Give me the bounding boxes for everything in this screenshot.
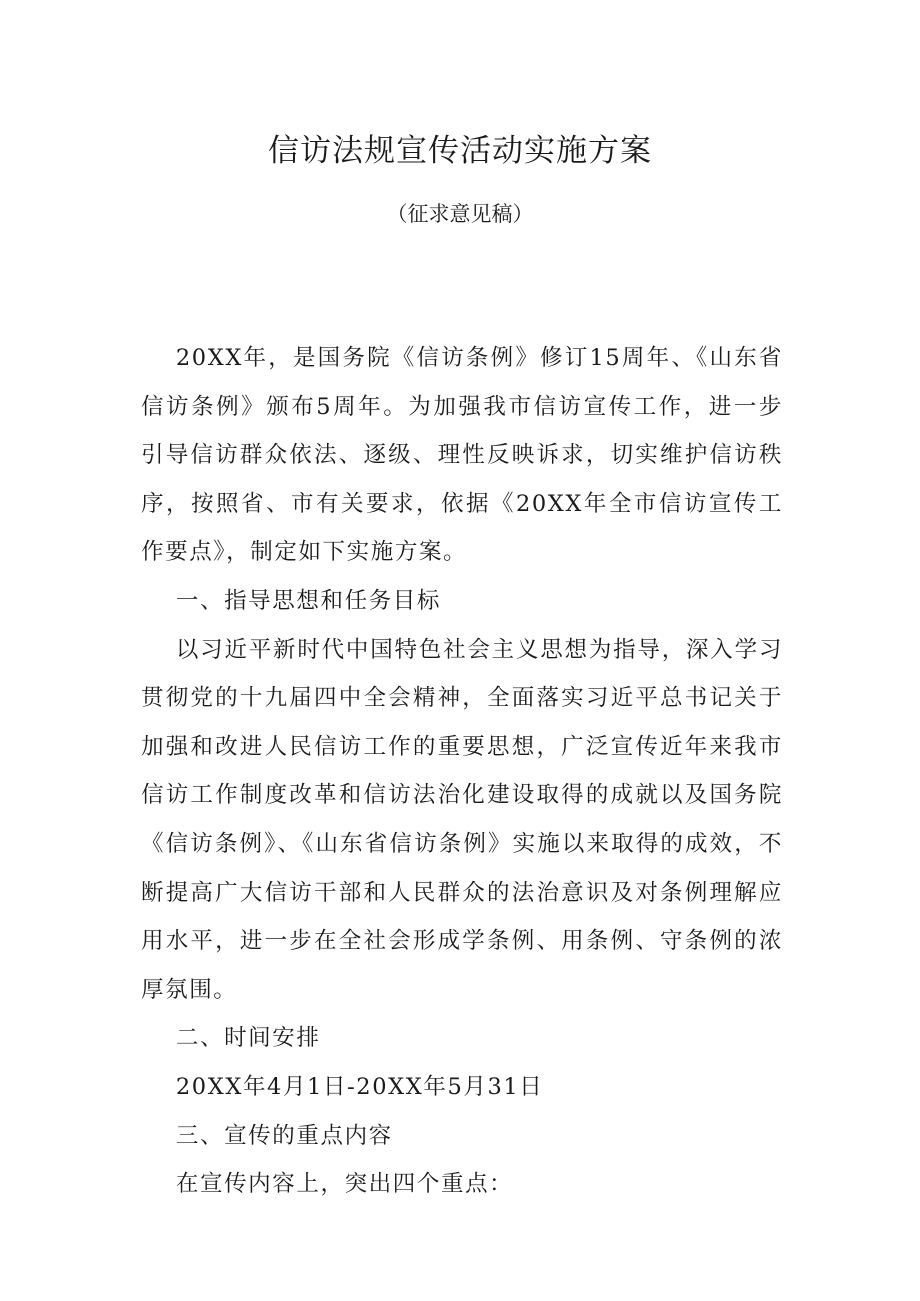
intro-paragraph: 20XX年，是国务院《信访条例》修订15周年、《山东省信访条例》颁布5周年。为加强我市信访宣传工作，进一步引导信访群众依法、逐级、理性反映诉求，切实维护信访秩序，按照省、市有关要求，依据《20XX年全市信访宣传工作要点》，制定如下实施方案。 xyxy=(141,345,783,566)
section-heading-key-content: 三、宣传的重点内容 xyxy=(175,1122,393,1149)
guiding-ideology-paragraph: 以习近平新时代中国特色社会主义思想为指导，深入学习贯彻党的十九届四中全会精神，全面落实习近平总书记关于加强和改进人民信访工作的重要思想，广泛宣传近年来我市信访工作制度改革和信访法治化建设取得的成就以及国务院《信访条例》、《山东省信访条例》实施以来取得的成效，不断提高广大信访干部和人民群众的法治意识及对条例理解应用水平，进一步在全社会形成学条例、用条例、守条例的浓厚氛围。 xyxy=(141,636,783,1003)
document-body xyxy=(141,334,783,1209)
section-heading-guiding-ideology: 一、指导思想和任务目标 xyxy=(175,587,441,614)
document-subtitle: （征求意见稿） xyxy=(386,202,534,226)
schedule-paragraph: 20XX年4月1日-20XX年5月31日 xyxy=(175,1073,544,1100)
section-heading-schedule: 二、时间安排 xyxy=(175,1025,321,1052)
key-content-paragraph: 在宣传内容上，突出四个重点： xyxy=(175,1171,514,1198)
document-title: 信访法规宣传活动实施方案 xyxy=(268,133,652,169)
